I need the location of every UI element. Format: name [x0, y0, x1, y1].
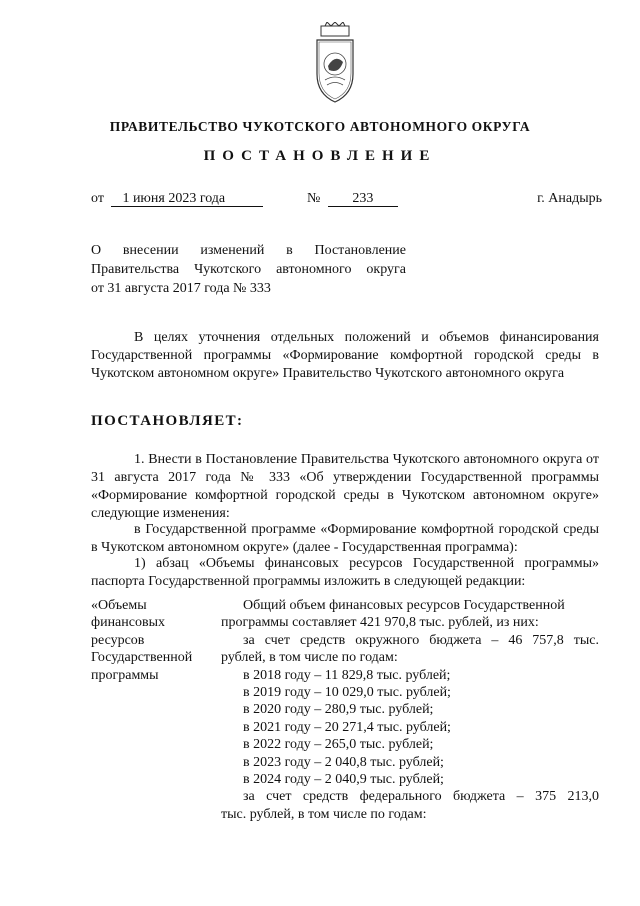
- table-content-line: за счет средств окружного бюджета – 46 757,8 тыс.: [243, 632, 599, 648]
- table-label-line: финансовых: [91, 615, 165, 631]
- table-label-line: «Объемы: [91, 598, 147, 613]
- table-content-line: программы составляет 421 970,8 тыс. рублей, из них:: [221, 615, 539, 631]
- table-content-line: в 2022 году – 265,0 тыс. рублей;: [243, 737, 434, 753]
- organization-title: ПРАВИТЕЛЬСТВО ЧУКОТСКОГО АВТОНОМНОГО ОКРУГА: [109, 119, 531, 134]
- table-content-line: в 2019 году – 10 029,0 тыс. рублей;: [243, 685, 451, 701]
- table-label-line: ресурсов: [91, 632, 145, 648]
- chukotka-coat-of-arms-icon: [313, 22, 357, 104]
- subject-line: Правительства Чукотского автономного округа: [91, 262, 406, 277]
- table-content-line: в 2018 году – 11 829,8 тыс. рублей;: [243, 667, 451, 683]
- item-1-paragraph: 1. Внести в Постановление Правительства Чукотского автономного округа от 31 августа 2017 года № 333 «Об утверждении Государственной программы «Формирование комфортной городской среды в Чукотском автономном округе» следующие изменения:: [91, 452, 599, 521]
- passport-table-label: [91, 597, 221, 684]
- document-city: г. Анадырь: [537, 191, 602, 206]
- document-date: [91, 191, 263, 207]
- table-label-line: программы: [91, 667, 159, 683]
- document-subject: [91, 241, 406, 298]
- table-content-line: в 2020 году – 280,9 тыс. рублей;: [243, 702, 434, 718]
- date-label: от: [91, 191, 104, 206]
- subject-line: О внесении изменений в Постановление: [91, 243, 406, 258]
- document-number: [307, 191, 398, 207]
- table-content-line: в 2023 году – 2 040,8 тыс. рублей;: [243, 754, 444, 770]
- item-1-subitem-1-paragraph: 1) абзац «Объемы финансовых ресурсов Государственной программы» паспорта Государственной программы изложить в следующей редакции:: [91, 556, 599, 589]
- table-content-line: Общий объем финансовых ресурсов Государственной: [243, 598, 565, 613]
- item-1-intro-paragraph: в Государственной программе «Формирование комфортной городской среды в Чукотском автономном округе» (далее - Государственная программа):: [91, 522, 599, 555]
- table-content-line: за счет средств федерального бюджета – 375 213,0: [243, 789, 599, 805]
- table-content-line: в 2024 году – 2 040,9 тыс. рублей;: [243, 772, 444, 788]
- table-content-line: тыс. рублей, в том числе по годам:: [221, 806, 427, 822]
- decree-heading: ПОСТАНОВЛЯЕТ:: [91, 413, 244, 429]
- table-label-line: Государственной: [91, 650, 193, 666]
- passport-table-content: [221, 597, 599, 823]
- table-content-line: рублей, в том числе по годам:: [221, 650, 398, 666]
- subject-line: от 31 августа 2017 года № 333: [91, 281, 271, 296]
- number-value: 233: [328, 191, 398, 207]
- date-value: 1 июня 2023 года: [111, 191, 263, 207]
- preamble-paragraph: В целях уточнения отдельных положений и объемов финансирования Государственной программы «Формирование комфортной городской среды в Чукотском автономном округе» Правительство Чукотского автономного округа: [91, 330, 599, 381]
- document-type-title: ПОСТАНОВЛЕНИЕ: [203, 148, 437, 164]
- number-label: №: [307, 191, 321, 206]
- table-content-line: в 2021 году – 20 271,4 тыс. рублей;: [243, 719, 451, 735]
